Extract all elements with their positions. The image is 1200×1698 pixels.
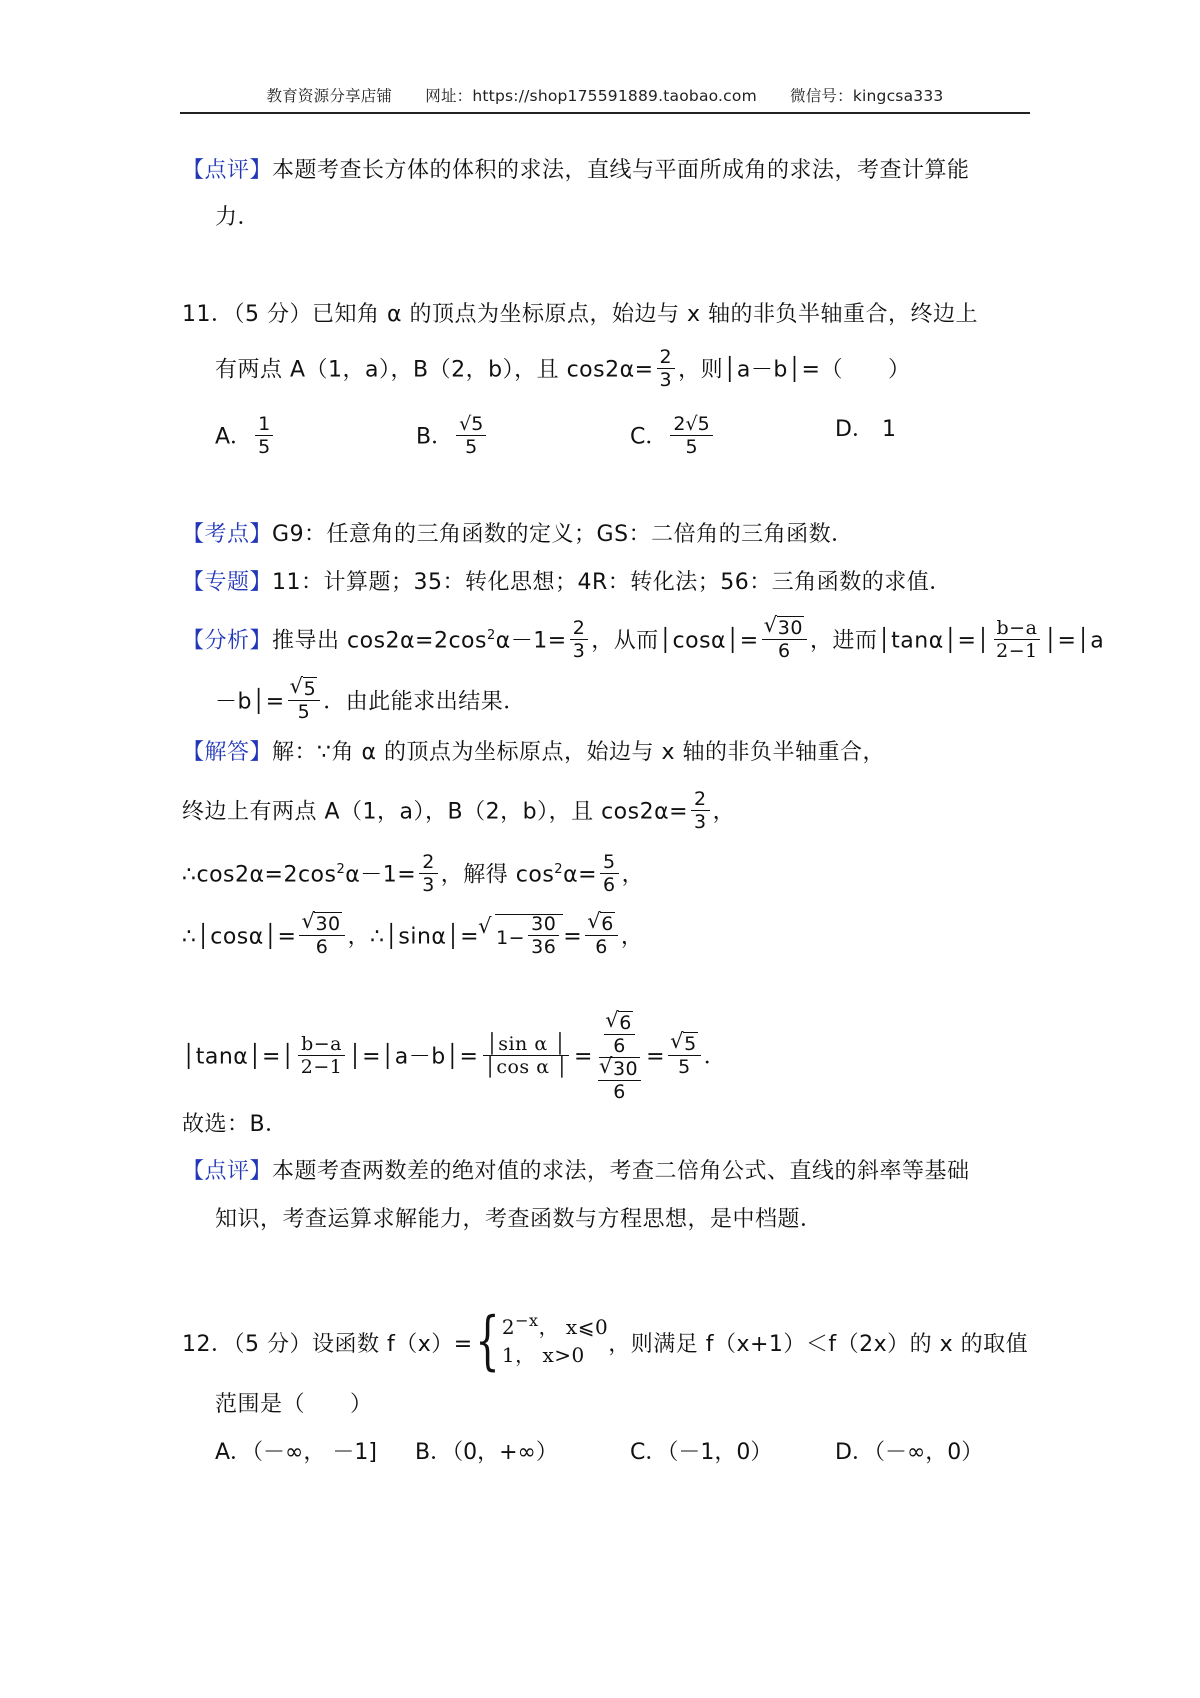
denominator: 2−1 [996, 640, 1038, 662]
jieda-text: ，∴│sinα│= [347, 924, 480, 950]
denominator: 6 [778, 640, 791, 662]
denominator: 3 [572, 640, 586, 662]
q11-guxuan [182, 1110, 288, 1140]
case-2: 1， x>0 [501, 1343, 585, 1367]
q12-stem-cont: ，则满足 f（x+1）＜f（2x）的 x 的取值 [608, 1332, 1029, 1357]
fenxi-tag: 【分析】 [182, 628, 273, 654]
q11-option-a[interactable] [215, 415, 276, 460]
fraction [419, 851, 438, 896]
denominator: 5 [258, 436, 271, 458]
radicand: 6 [619, 1012, 632, 1034]
option-text: D．（－∞，0） [835, 1440, 984, 1465]
denominator: 6 [603, 874, 616, 896]
fenxi-text: －b│= [215, 689, 285, 715]
review-tag: 【点评】 [182, 158, 273, 183]
dianping-text: 知识，考查运算求解能力，考查函数与方程思想，是中档题． [215, 1207, 823, 1232]
fraction [600, 851, 619, 896]
option-text: C．（－1，0） [630, 1440, 773, 1465]
q11-stem: 11．（5 分）已知角 α 的顶点为坐标原点，始边与 x 轴的非负半轴重合，终边上 [182, 302, 978, 327]
radical [479, 914, 563, 960]
q11-stem-tail: ，则│a－b│=（ ） [678, 357, 911, 383]
header-wechat: 微信号：kingcsa333 [790, 87, 944, 105]
jieda-text: ∴│cosα│= [182, 924, 297, 950]
option-label: B． [416, 424, 454, 450]
page-header [182, 84, 1028, 114]
left-brace: { [474, 1304, 500, 1378]
denominator: 5 [465, 436, 478, 458]
q11-option-d[interactable] [835, 415, 896, 445]
numerator [299, 913, 344, 936]
fraction [657, 346, 676, 391]
fraction [299, 913, 344, 958]
q12-option-d[interactable] [835, 1438, 983, 1468]
term: √ 1− [496, 926, 526, 949]
denominator: 6 [613, 1035, 626, 1057]
review-text: 本题考查长方体的体积的求法，直线与平面所成角的求法，考查计算能 [272, 158, 970, 183]
compound-fraction [595, 1012, 644, 1103]
case-1 [502, 1313, 608, 1341]
q11-stem-cont: 有两点 A（1，a），B（2，b），且 cos2α= [215, 357, 654, 383]
numerator: √5 [456, 413, 486, 436]
denominator: 5 [685, 436, 698, 458]
radicand: 6 [601, 913, 614, 935]
denominator: 3 [422, 874, 435, 896]
numerator: 2 [570, 617, 589, 640]
jieda-text: 终边上有两点 A（1，a），B（2，b），且 cos2α= [182, 799, 689, 825]
q12-option-c[interactable] [630, 1438, 772, 1468]
numerator: 5 [600, 851, 619, 874]
numerator: 2 [419, 851, 438, 874]
radicand: 30 [315, 913, 341, 935]
q11-jieda-line-2: 终边上有两点 A（1，a），B（2，b），且 cos2α= $\frac{2}{3}$ ， [182, 788, 736, 833]
jieda-text: 解：∵角 α 的顶点为坐标原点，始边与 x 轴的非负半轴重合， [272, 740, 886, 765]
q11-option-b[interactable] [416, 415, 489, 460]
denominator: │cos α │ [484, 1056, 569, 1078]
prev-review-line-1 [182, 156, 970, 186]
q12-stem-line-1 [182, 1304, 1029, 1378]
q11-zhuanti [182, 568, 952, 598]
numerator: 2 [691, 788, 710, 811]
numerator: │sin α │ [483, 1033, 569, 1056]
fraction [528, 913, 559, 958]
fenxi-text: 推导出 cos2α=2cos [272, 628, 487, 654]
equals: = [563, 924, 583, 950]
q11-jieda-line-3: $\therefore\cos 2\alpha=2\cos^2\alpha-1=$ $\frac{2}{3}$ ，解得 $\cos^2\alpha=$ $\frac{5}{6}$ ， [182, 851, 645, 896]
q12-stem-tail: 范围是（ ） [215, 1392, 373, 1417]
exponent: 2 [336, 862, 346, 878]
fraction [298, 1033, 346, 1078]
q11-kaodian [182, 520, 854, 550]
q11-stem-line-1 [182, 300, 978, 330]
option-label: A． [215, 424, 253, 450]
denominator: 5 [297, 701, 311, 723]
jieda-tag: 【解答】 [182, 740, 273, 765]
q11-jieda-line-1 [182, 738, 885, 768]
fraction [668, 1033, 701, 1078]
kaodian-text: G9：任意角的三角函数的定义；GS：二倍角的三角函数． [272, 522, 854, 547]
denominator: 2−1 [300, 1056, 343, 1078]
fraction [255, 413, 273, 458]
fraction [993, 617, 1041, 662]
numerator [604, 1012, 635, 1035]
answer-choice: 故选：B． [182, 1112, 288, 1137]
denominator [595, 1058, 644, 1103]
case-base: 2 [501, 1315, 516, 1339]
option-label: C． [630, 424, 668, 450]
radicand: 30 [612, 1058, 639, 1080]
q11-option-c[interactable] [630, 415, 716, 460]
jieda-text: │=│a－b│= [348, 1044, 479, 1070]
fenxi-text: ．由此能求出结果． [323, 689, 526, 715]
option-text: B．（0，+∞） [415, 1440, 558, 1465]
numerator: 2√5 [670, 413, 712, 436]
fraction [604, 1012, 635, 1057]
denominator: 3 [694, 811, 707, 833]
case-condition: ， x⩽0 [538, 1315, 609, 1339]
jieda-text: α－1= [345, 862, 417, 888]
zhuanti-tag: 【专题】 [182, 570, 273, 595]
header-url: 网址：https://shop175591889.taobao.com [425, 87, 757, 105]
denominator: 6 [315, 936, 329, 958]
q11-fenxi-line-1 [182, 619, 1104, 664]
numerator: 30 [528, 913, 559, 936]
numerator: 1 [255, 413, 273, 436]
piecewise-cases [502, 1313, 608, 1369]
fraction [570, 617, 589, 662]
numerator: 2 [657, 346, 676, 369]
review-text-cont: 力． [215, 205, 261, 230]
jieda-text: │tanα│=│ [182, 1044, 295, 1070]
case-exponent: −x [515, 1311, 539, 1330]
q11-stem-line-2 [215, 348, 911, 393]
header-shop: 教育资源分享店铺 [266, 87, 393, 105]
fraction [456, 413, 486, 458]
fenxi-text: α－1= [495, 628, 567, 654]
q12-stem-line-2 [215, 1390, 373, 1420]
header-divider [180, 112, 1030, 114]
prev-review-line-2 [215, 203, 260, 233]
numerator [585, 913, 618, 936]
exponent: 2 [486, 628, 496, 644]
fraction [670, 413, 712, 458]
fraction [585, 913, 618, 958]
q12-option-a[interactable] [215, 1438, 377, 1468]
fraction [598, 1058, 641, 1103]
dianping-text: 本题考查两数差的绝对值的求法，考查二倍角公式、直线的斜率等基础 [272, 1159, 970, 1184]
exponent: 2 [554, 862, 564, 878]
radicand: 5 [303, 678, 317, 700]
equals: = [646, 1044, 666, 1070]
numerator [599, 1012, 640, 1058]
option-label: D． [835, 417, 874, 442]
denominator: 5 [678, 1056, 691, 1078]
radicand: 5 [684, 1033, 697, 1055]
option-text: A．（－∞， －1] [215, 1440, 377, 1465]
fenxi-text: │=│a [1043, 628, 1105, 654]
kaodian-tag: 【考点】 [182, 522, 273, 547]
denominator: 6 [613, 1081, 626, 1103]
dianping-tag: 【点评】 [182, 1159, 273, 1184]
q11-dianping-line-2 [215, 1205, 823, 1235]
q11-jieda-line-4: ∴│cosα│= √ $\frac{30}{6}$ ，∴│sinα│= √ 1− $\frac{30}{36}$ = √ $\frac{6}{6}$ ， [182, 914, 643, 960]
denominator: 3 [659, 369, 673, 391]
fraction [691, 788, 710, 833]
numerator [288, 678, 321, 701]
fraction [481, 1033, 571, 1078]
jieda-text: α= [563, 862, 598, 888]
q11-dianping-line-1 [182, 1157, 970, 1187]
denominator: 36 [531, 936, 557, 958]
fraction [288, 678, 321, 723]
zhuanti-text: 11：计算题；35：转化思想；4R：转化法；56：三角函数的求值． [272, 570, 952, 595]
numerator: b−a [298, 1033, 345, 1056]
option-value: 1 [881, 417, 896, 442]
q12-stem: 12．（5 分）设函数 f（x）= [182, 1332, 473, 1357]
fraction [762, 617, 807, 662]
jieda-text: ∴cos2α=2cos [182, 862, 337, 888]
q11-jieda-line-5: │tanα│=│ $\frac{b-a}{2-1}$ │=│a－b│= $\frac{\text{│sin α │}}{\text{│cos α │}}$ = √ $\frac{6}{6}$ √ $\frac{30}{6}$ = √ $\frac{5}{5}$ ． [182, 1012, 726, 1103]
numerator [598, 1058, 641, 1081]
jieda-text: ，解得 cos [440, 862, 555, 888]
radicand: 30 [777, 617, 803, 639]
q11-fenxi-line-2 [215, 680, 526, 725]
numerator [762, 617, 807, 640]
denominator: 6 [595, 936, 608, 958]
numerator: b−a [994, 617, 1041, 640]
fenxi-text: ，从而│cosα│= [591, 628, 759, 654]
numerator [668, 1033, 701, 1056]
q12-option-b[interactable] [415, 1438, 558, 1468]
equals: = [574, 1044, 593, 1070]
fenxi-text: ，进而│tanα│=│ [809, 628, 991, 654]
